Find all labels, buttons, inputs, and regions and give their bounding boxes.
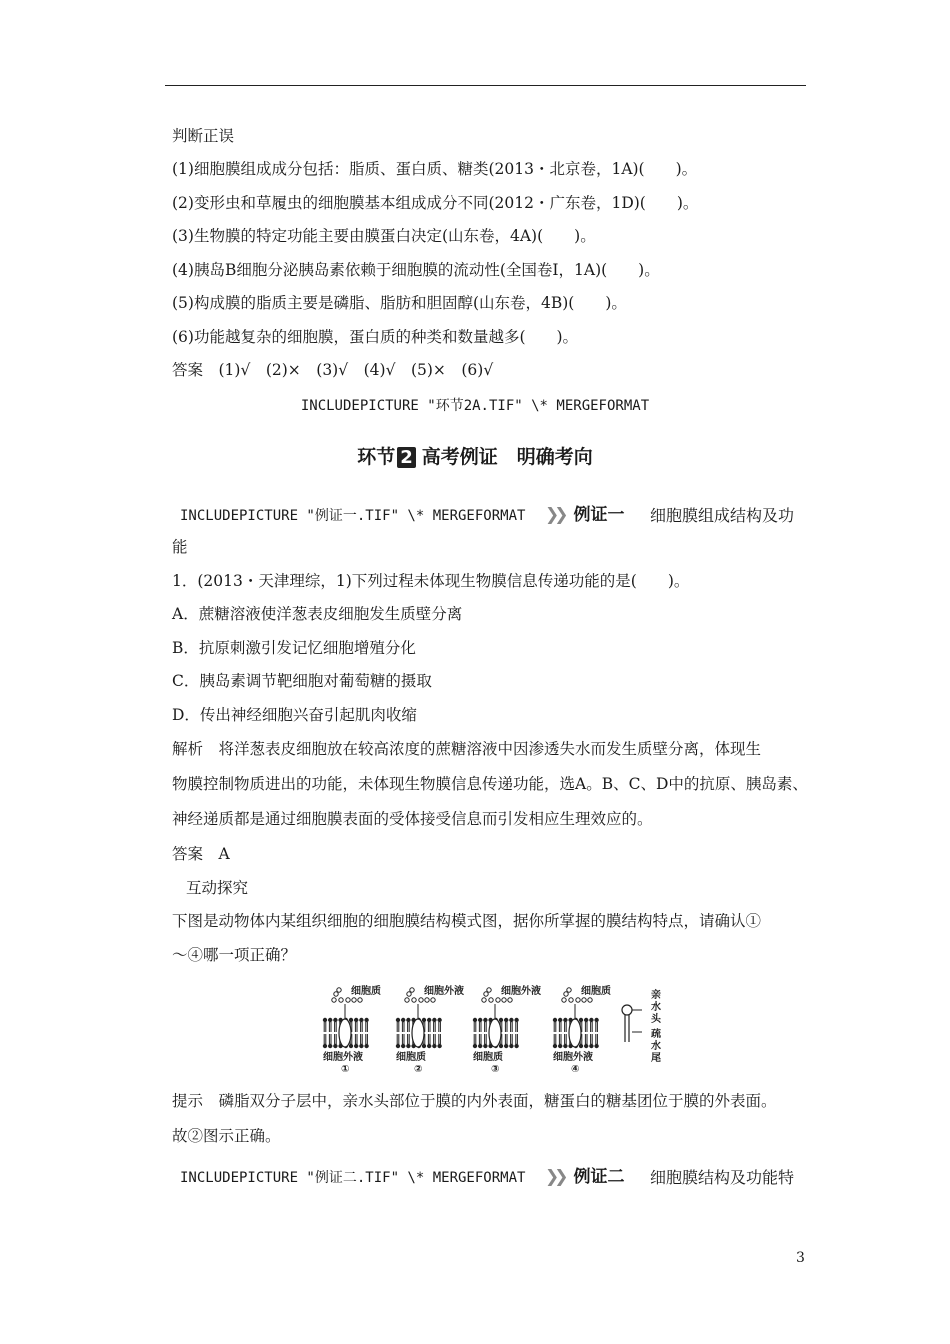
judge-title: 判断正误 [172, 127, 235, 145]
section-title: 高考例证 明确考向 [421, 446, 593, 468]
explore-text-2: ～④哪一项正确？ [172, 946, 297, 964]
panel-2-top-label: 细胞外液 [424, 986, 464, 997]
option-a: A．蔗糖溶液使洋葱表皮细胞发生质壁分离 [172, 605, 463, 623]
phospholipid-legend-icon [622, 1005, 642, 1042]
section-heading [0, 442, 950, 469]
section-number: 2 [397, 447, 416, 468]
panel-1-number: ① [341, 1064, 350, 1072]
include-picture-1: INCLUDEPICTURE "环节2A.TIF" \* MERGEFORMAT [300, 398, 650, 414]
question-stem: 1．(2013・天津理综，1)下列过程未体现生物膜信息传递功能的是( )。 [172, 572, 690, 590]
example2-topic: 细胞膜结构及功能特 [650, 1168, 795, 1187]
panel-1-bottom-label: 细胞外液 [323, 1052, 363, 1063]
option-c: C．胰岛素调节靶细胞对葡萄糖的摄取 [172, 672, 432, 690]
panel-3-bottom-label: 细胞质 [473, 1052, 503, 1063]
judge-item-4: (4)胰岛B细胞分泌胰岛素依赖于细胞膜的流动性(全国卷Ⅰ，1A)( )。 [172, 261, 660, 279]
panel-4-top-label: 细胞质 [581, 986, 611, 997]
membrane-panel-3 [473, 984, 541, 1072]
judge-item-6: (6)功能越复杂的细胞膜，蛋白质的种类和数量越多( )。 [172, 328, 579, 346]
membrane-panel-4 [553, 984, 611, 1072]
legend-hydrophilic-3: 头 [651, 1014, 661, 1025]
option-b: B．抗原刺激引发记忆细胞增殖分化 [172, 639, 416, 657]
panel-2-number: ② [414, 1064, 423, 1072]
analysis-line-2: 物膜控制物质进出的功能，未体现生物膜信息传递功能，选A。B、C、D中的抗原、胰岛素、 [172, 775, 808, 793]
explore-text-1: 下图是动物体内某组织细胞的细胞膜结构模式图，据你所掌握的膜结构特点，请确认① [172, 912, 762, 930]
example1-tag: ❯❯ 例证一 [545, 505, 625, 525]
section-prefix: 环节 [357, 446, 396, 468]
page-number: 3 [796, 1250, 805, 1266]
legend-hydrophilic-1: 亲 [651, 990, 661, 1001]
legend-hydrophilic-2: 水 [651, 1002, 661, 1013]
panel-4-number: ④ [571, 1064, 580, 1072]
panel-3-top-label: 细胞外液 [501, 986, 541, 997]
membrane-panel-1 [323, 984, 381, 1072]
membrane-figure [316, 980, 666, 1072]
analysis-line-1: 解析 将洋葱表皮细胞放在较高浓度的蔗糖溶液中因渗透失水而发生质壁分离，体现生 [172, 740, 762, 758]
panel-3-number: ③ [491, 1064, 500, 1072]
panel-1-top-label: 细胞质 [351, 986, 381, 997]
panel-4-bottom-label: 细胞外液 [553, 1052, 593, 1063]
double-chevron-icon: ❯❯ [545, 1167, 564, 1187]
include-picture-example2: INCLUDEPICTURE "例证二.TIF" \* MERGEFORMAT [180, 1170, 526, 1186]
panel-2-bottom-label: 细胞质 [396, 1052, 426, 1063]
hint-line-1: 提示 磷脂双分子层中，亲水头部位于膜的内外表面，糖蛋白的糖基团位于膜的外表面。 [172, 1092, 777, 1110]
explore-title: 互动探究 [186, 879, 249, 897]
question-answer: 答案 A [172, 845, 230, 863]
option-d: D．传出神经细胞兴奋引起肌肉收缩 [172, 706, 417, 724]
legend-hydrophobic-1: 疏 [651, 1029, 661, 1040]
analysis-line-3: 神经递质都是通过细胞膜表面的受体接受信息而引发相应生理效应的。 [172, 810, 653, 828]
example2-tag: ❯❯ 例证二 [545, 1167, 625, 1187]
judge-item-3: (3)生物膜的特定功能主要由膜蛋白决定(山东卷，4A)( )。 [172, 227, 596, 245]
membrane-panel-2 [396, 984, 464, 1072]
header-rule [165, 85, 806, 86]
judge-item-2: (2)变形虫和草履虫的细胞膜基本组成成分不同(2012・广东卷，1D)( )。 [172, 194, 699, 212]
double-chevron-icon: ❯❯ [545, 505, 564, 525]
hint-line-2: 故②图示正确。 [172, 1127, 281, 1145]
legend-hydrophobic-2: 水 [651, 1041, 661, 1052]
example1-topic-cont: 能 [172, 538, 188, 556]
judge-answer: 答案 (1)√ (2)× (3)√ (4)√ (5)× (6)√ [172, 361, 494, 379]
judge-item-5: (5)构成膜的脂质主要是磷脂、脂肪和胆固醇(山东卷，4B)( )。 [172, 294, 627, 312]
include-picture-example1: INCLUDEPICTURE "例证一.TIF" \* MERGEFORMAT [180, 508, 526, 524]
legend-hydrophobic-3: 尾 [651, 1053, 661, 1064]
example1-topic: 细胞膜组成结构及功 [650, 506, 795, 525]
judge-item-1: (1)细胞膜组成成分包括：脂质、蛋白质、糖类(2013・北京卷，1A)( )。 [172, 160, 698, 178]
